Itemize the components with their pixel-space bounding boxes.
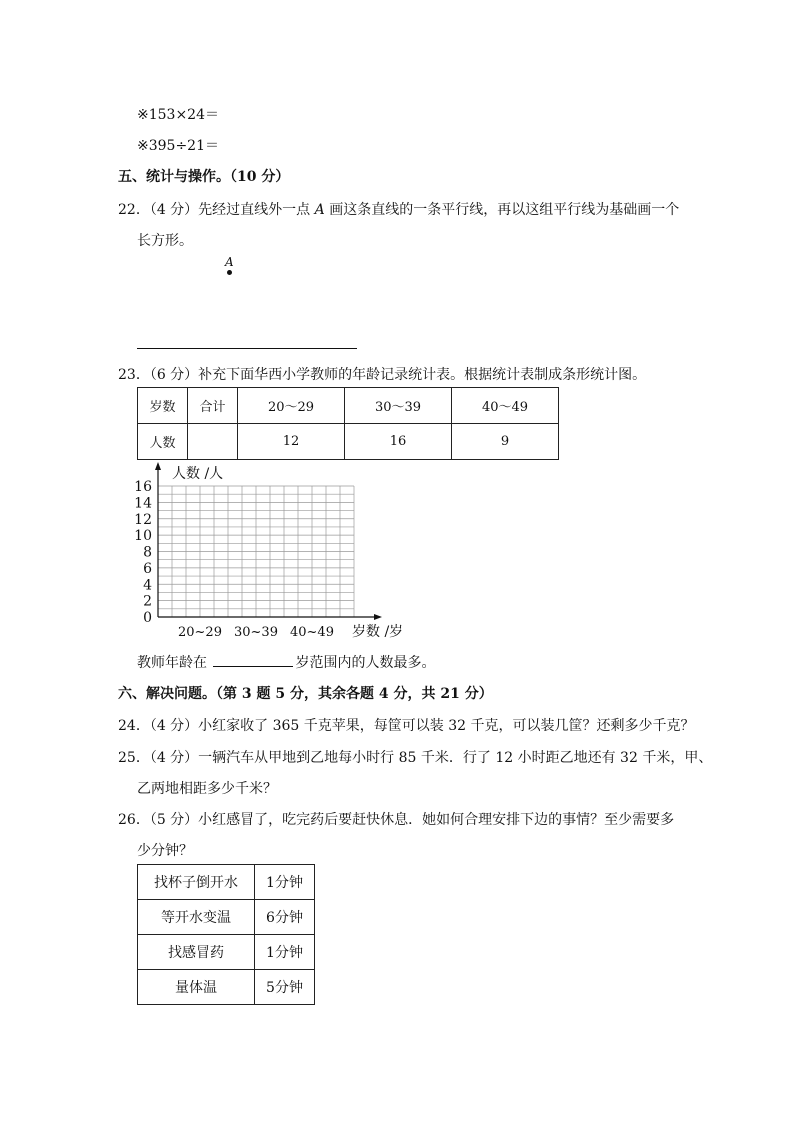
task-time: 6分钟 [255,900,315,935]
value-cell: 9 [452,424,559,460]
age-table-header-row [138,388,559,424]
q23-answer-line [137,652,435,672]
q22-line2: 长方形。 [137,233,193,249]
age-table [137,387,559,460]
blank-suffix: 岁范围内的人数最多。 [295,655,436,671]
x-tick-label: 30~39 [234,625,278,640]
x-tick-label: 40~49 [290,625,334,640]
q23-text: 23．（6 分）补充下面华西小学教师的年龄记录统计表。根据统计表制成条形统计图。 [118,367,647,383]
task-name: 等开水变温 [138,900,255,935]
task-time: 1分钟 [255,935,315,970]
y-axis-arrow [155,462,161,470]
y-tick-label: 0 [143,610,152,626]
row-label: 人数 [138,424,188,460]
header-cell: 20～29 [238,388,345,424]
q22-line1 [118,199,679,219]
q25-line2: 乙两地相距多少千米？ [137,781,277,797]
task-name: 量体温 [138,970,255,1005]
header-cell: 岁数 [138,388,188,424]
task-name: 找杯子倒开水 [138,865,255,900]
header-cell: 40～49 [452,388,559,424]
task-table [137,864,315,1005]
total-blank-cell[interactable] [188,424,238,460]
y-tick-labels [134,479,152,626]
q22-point-ref: A [314,202,325,218]
q26-line2: 少分钟？ [137,843,193,859]
point-a-label: A [225,255,234,269]
y-tick-label: 6 [143,560,152,577]
task-row [138,970,315,1005]
answer-blank[interactable] [213,654,293,667]
task-name: 找感冒药 [138,935,255,970]
header-cell: 合计 [188,388,238,424]
q24-text: 24．（4 分）小红家收了 365 千克苹果，每筐可以装 32 千克，可以装几筐？还剩多少千克？ [118,718,695,734]
task-row [138,900,315,935]
x-tick-labels [178,625,334,640]
y-tick-label: 4 [143,577,152,594]
section5-heading: 五、统计与操作。（10 分） [118,169,290,185]
y-tick-label: 16 [134,479,152,495]
age-table-row [138,424,559,460]
y-tick-label: 12 [134,511,152,528]
q25-line1: 25．（4 分）一辆汽车从甲地到乙地每小时行 85 千米．行了 12 小时距乙地还有 32 千米，甲、 [118,750,713,766]
q22-text-a: 22．（4 分）先经过直线外一点 [118,202,315,218]
y-tick-label: 8 [143,544,152,561]
x-axis-label: 岁数 /岁 [352,624,404,640]
value-cell: 16 [345,424,452,460]
y-tick-label: 2 [143,593,152,610]
q26-line1: 26．（5 分）小红感冒了，吃完药后要赶快休息．她如何合理安排下边的事情？至少需要多 [118,812,675,828]
y-tick-label: 14 [134,495,152,512]
x-axis-arrow [374,614,382,620]
header-cell: 30～39 [345,388,452,424]
chart-grid [158,486,354,617]
given-line [137,348,357,349]
blank-prefix: 教师年龄在 [137,655,207,671]
task-row [138,865,315,900]
x-tick-label: 20~29 [178,625,222,640]
task-row [138,935,315,970]
y-axis-label: 人数 /人 [172,466,224,482]
bar-chart[interactable] [130,460,420,645]
y-tick-label: 10 [134,528,152,545]
calc-q2: ※395÷21＝ [137,138,219,154]
value-cell: 12 [238,424,345,460]
section6-heading: 六、解决问题。（第 3 题 5 分，其余各题 4 分，共 21 分） [118,686,493,702]
q22-text-b: 画这条直线的一条平行线，再以这组平行线为基础画一个 [324,202,680,218]
task-time: 1分钟 [255,865,315,900]
calc-q1: ※153×24＝ [137,107,219,123]
point-a-dot [227,270,232,275]
task-time: 5分钟 [255,970,315,1005]
